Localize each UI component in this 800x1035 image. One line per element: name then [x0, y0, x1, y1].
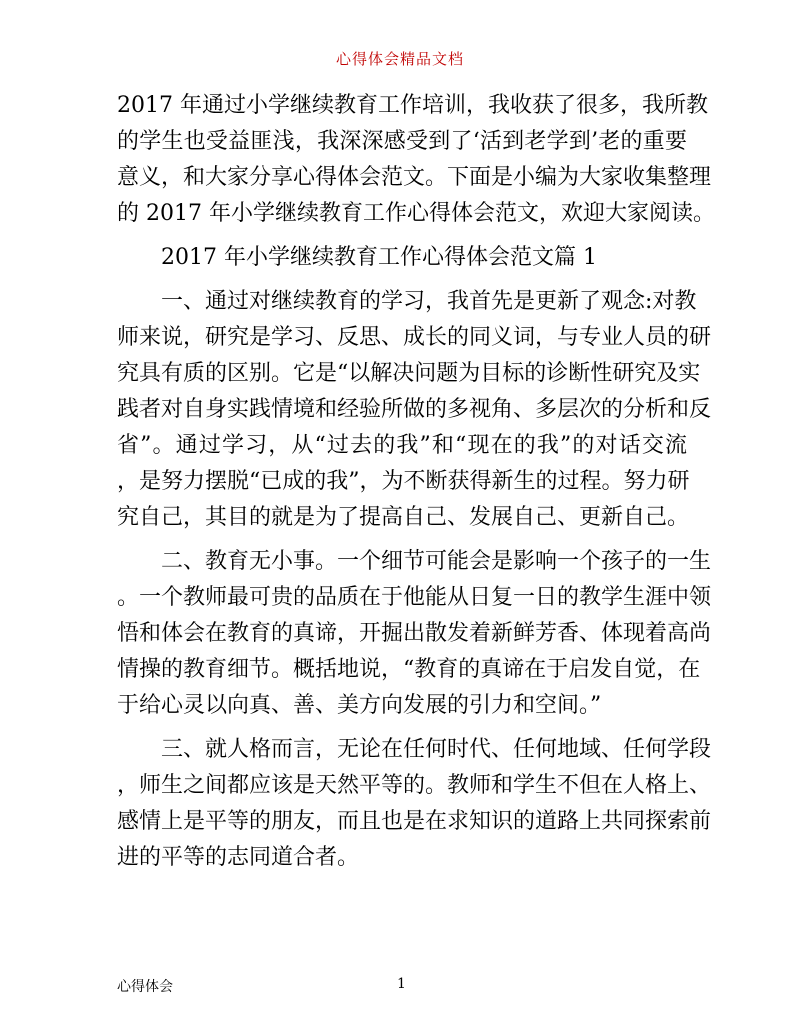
section-heading	[117, 240, 687, 276]
text-line: 2017 年通过小学继续教育工作培训，我收获了很多，我所教	[117, 93, 708, 118]
text-line: 究具有质的区别。它是“以解决问题为目标的诊断性研究及实	[117, 361, 701, 386]
page-number: 1	[397, 976, 406, 992]
text-line: 践者对自身实践情境和经验所做的多视角、多层次的分析和反	[117, 397, 712, 422]
text-line: 三、就人格而言，无论在任何时代、任何地域、任何学段	[161, 737, 712, 762]
text-line: 究自己，其目的就是为了提高自己、发展自己、更新自己。	[117, 505, 690, 530]
text-line: 悟和体会在教育的真谛，开掘出散发着新鲜芳香、体现着高尚	[117, 621, 712, 646]
paragraph-point-one	[117, 284, 712, 536]
text-line: 情操的教育细节。概括地说，“教育的真谛在于启发自觉，在	[117, 657, 701, 682]
section-title: 2017 年小学继续教育工作心得体会范文篇 1	[161, 245, 597, 270]
document-header-title: 心得体会精品文档	[335, 50, 464, 68]
text-line: 进的平等的志同道合者。	[117, 845, 360, 870]
text-line: ，是努力摆脱“已成的我”，为不断获得新生的过程。努力研	[117, 469, 690, 494]
text-line: 的 2017 年小学继续教育工作心得体会范文，欢迎大家阅读。	[117, 201, 715, 226]
text-line: 的学生也受益匪浅，我深深感受到了‘活到老学到’老的重要	[117, 129, 687, 154]
text-line: 于给心灵以向真、善、美方向发展的引力和空间。”	[117, 693, 602, 718]
text-line: ，师生之间都应该是天然平等的。教师和学生不但在人格上、	[117, 773, 712, 798]
text-line: 省”。通过学习，从“过去的我”和“现在的我”的对话交流	[117, 433, 687, 458]
text-line: 。一个教师最可贵的品质在于他能从日复一日的教学生涯中领	[117, 585, 712, 610]
paragraph-intro	[117, 88, 715, 232]
text-line: 一、通过对继续教育的学习，我首先是更新了观念:对教	[161, 289, 697, 314]
text-line: 感情上是平等的朋友，而且也是在求知识的道路上共同探索前	[117, 809, 712, 834]
text-line: 二、教育无小事。一个细节可能会是影响一个孩子的一生	[161, 549, 712, 574]
text-line: 意义，和大家分享心得体会范文。下面是小编为大家收集整理	[117, 165, 712, 190]
footer-label: 心得体会	[117, 979, 173, 995]
paragraph-point-two	[117, 544, 712, 724]
paragraph-point-three	[117, 732, 712, 876]
document-body	[117, 88, 715, 876]
text-line: 师来说，研究是学习、反思、成长的同义词，与专业人员的研	[117, 325, 712, 350]
